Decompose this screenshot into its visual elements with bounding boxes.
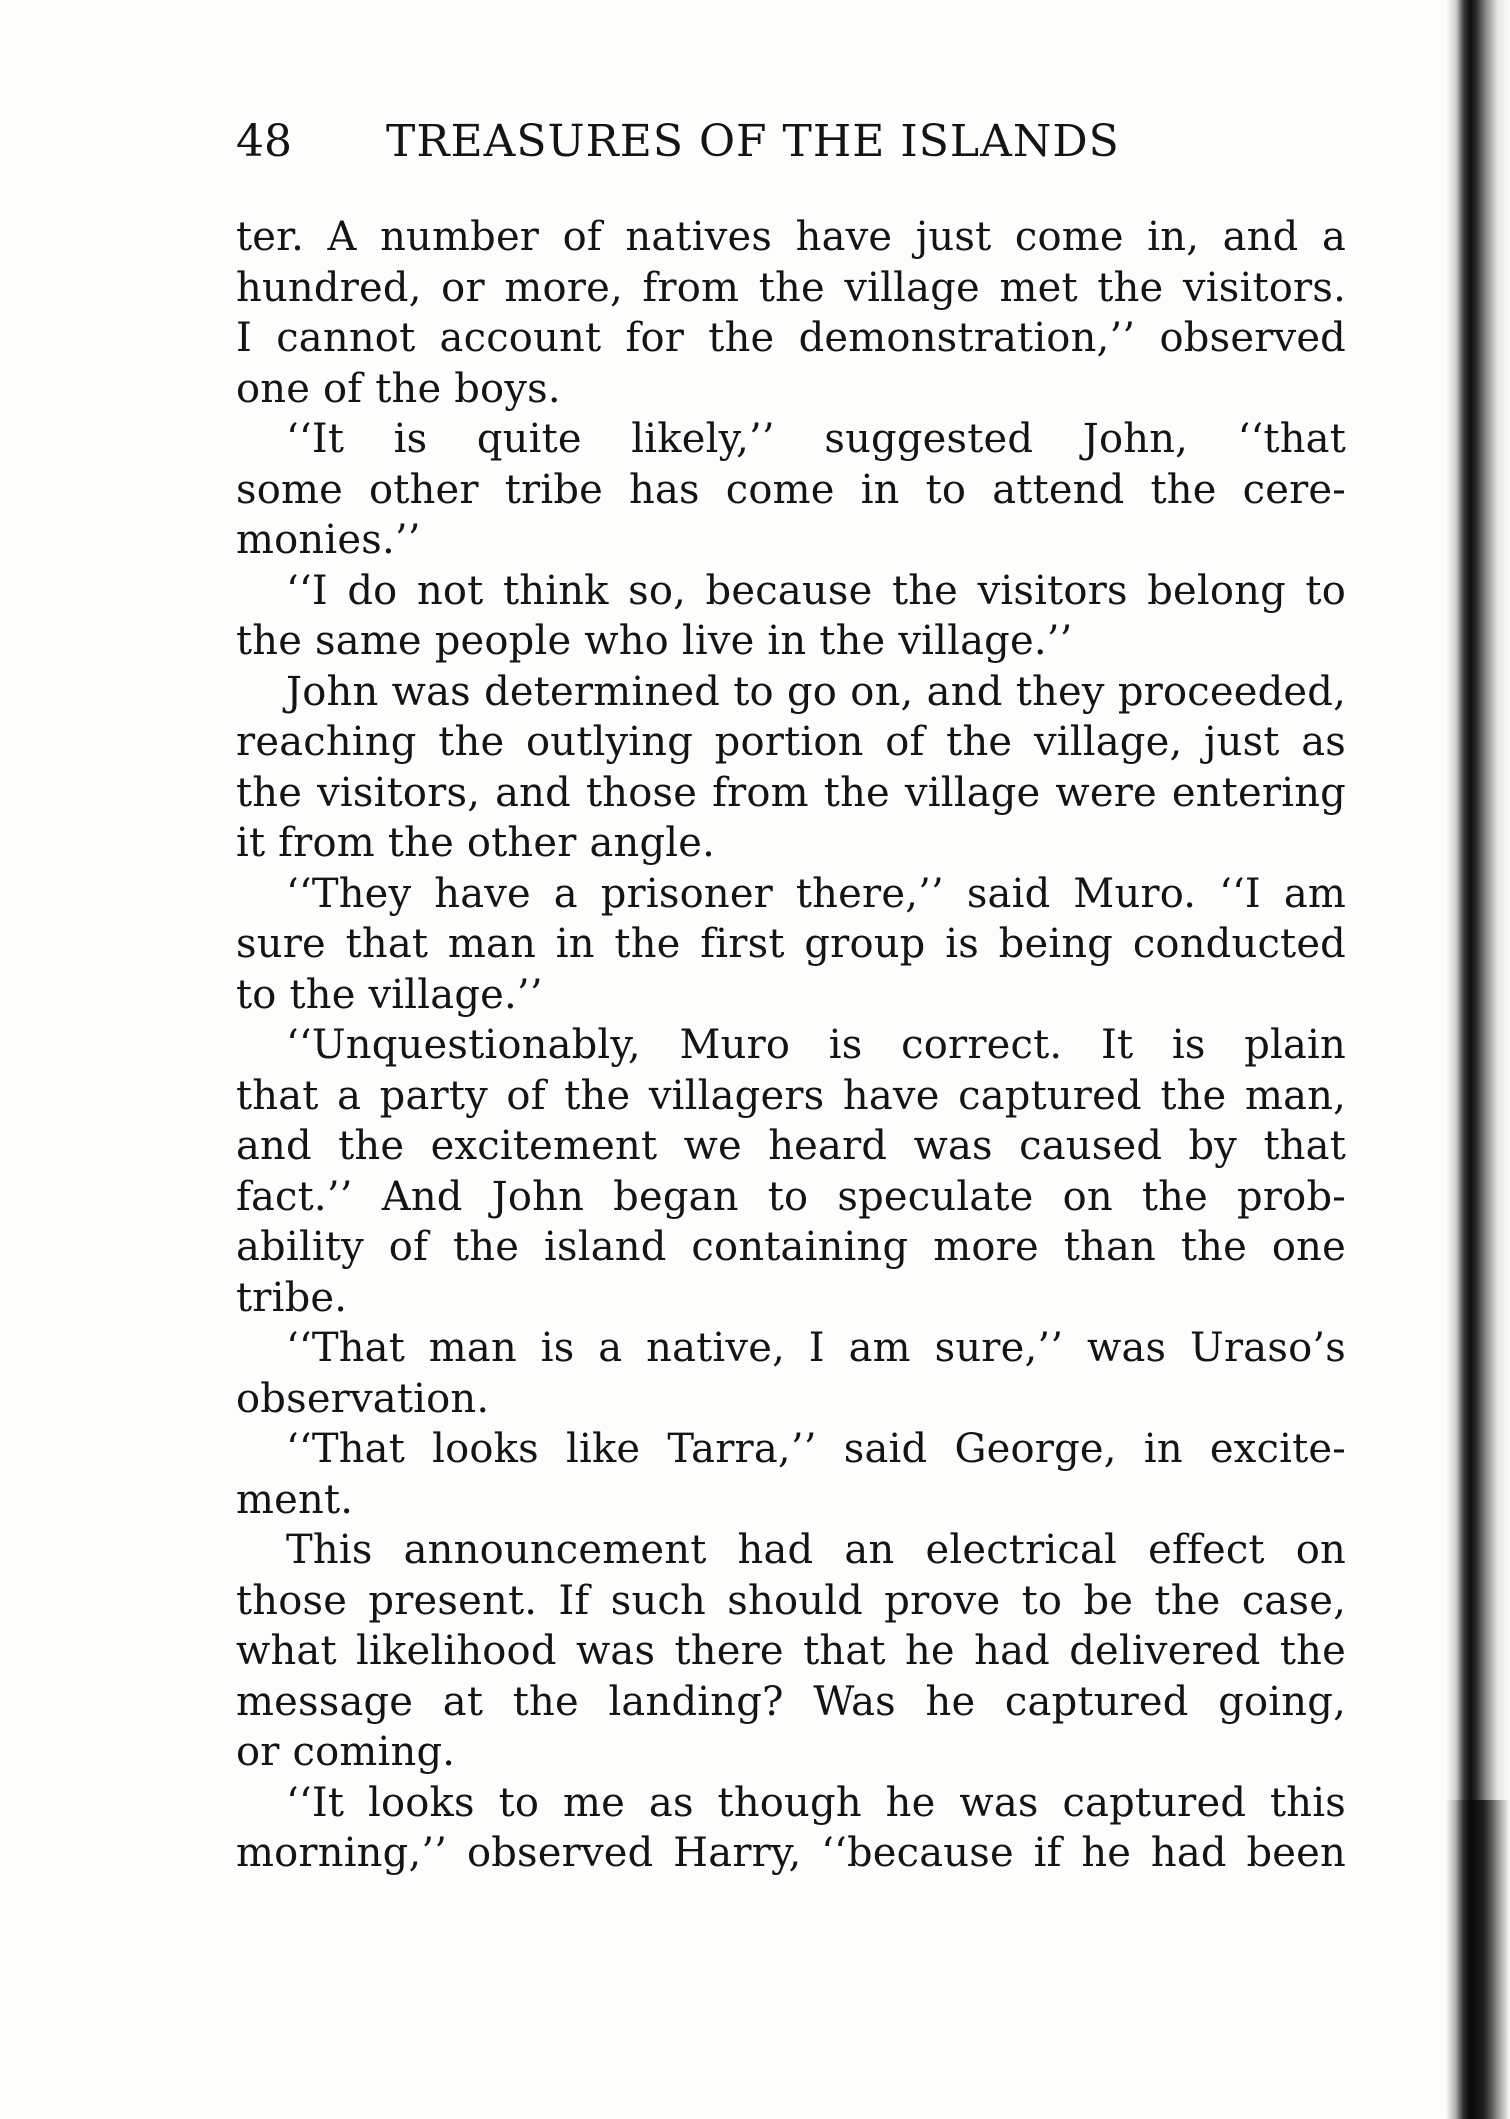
text-line: message at the landing? Was he captured going, (236, 1678, 1346, 1725)
page-number: 48 (236, 116, 292, 167)
text-line: ‘‘It is quite likely,’’ suggested John, ‘‘that (286, 416, 1346, 462)
text-line: ‘‘That looks like Tarra,’’ said George, in excite- (286, 1426, 1346, 1472)
text-line: it from the other angle. (236, 820, 716, 866)
text-line: sure that man in the first group is being conducted (236, 921, 1346, 967)
spine-shadow (1446, 1800, 1510, 2119)
text-line: the same people who live in the village.’’ (236, 618, 1073, 664)
text-line: morning,’’ observed Harry, ‘‘because if he had been (236, 1830, 1346, 1876)
text-line: ‘‘I do not think so, because the visitors belong to (286, 567, 1346, 614)
text-line: ‘‘That man is a native, I am sure,’’ was Uraso’s (286, 1325, 1346, 1371)
text-line: reaching the outlying portion of the village, just as (236, 719, 1346, 765)
text-line: fact.’’ And John began to speculate on the prob- (236, 1173, 1346, 1220)
text-line: and the excitement we heard was caused by that (236, 1123, 1346, 1169)
book-title: TREASURES OF THE ISLANDS (386, 116, 1120, 167)
text-line: John was determined to go on, and they proceeded, (286, 668, 1346, 715)
text-line: or coming. (236, 1729, 456, 1775)
text-line: tribe. (236, 1274, 348, 1321)
body-text (236, 212, 1346, 1879)
text-line: ‘‘Unquestionably, Muro is correct. It is plain (286, 1022, 1346, 1068)
text-line: one of the boys. (236, 365, 561, 412)
text-line: to the village.’’ (236, 971, 543, 1018)
text-line: what likelihood was there that he had delivered the (236, 1628, 1346, 1674)
text-line: ability of the island containing more than the one (236, 1224, 1346, 1270)
text-line: the visitors, and those from the village were entering (236, 769, 1346, 816)
text-line: some other tribe has come in to attend the cere- (236, 466, 1346, 513)
text-line: ment. (236, 1476, 354, 1523)
text-line: those present. If such should prove to be the case, (236, 1577, 1346, 1624)
text-line: hundred, or more, from the village met the visitors. (236, 264, 1346, 311)
running-head (236, 112, 1346, 172)
text-line: monies.’’ (236, 517, 421, 563)
text-line: This announcement had an electrical effect on (286, 1527, 1346, 1573)
text-line: observation. (236, 1375, 490, 1422)
text-line: that a party of the villagers have captured the man, (236, 1072, 1346, 1119)
text-line: ‘‘It looks to me as though he was captured this (286, 1779, 1346, 1826)
text-line: I cannot account for the demonstration,’’ observed (236, 315, 1346, 361)
text-line: ter. A number of natives have just come in, and a (236, 214, 1346, 260)
text-line: ‘‘They have a prisoner there,’’ said Muro. ‘‘I am (286, 870, 1346, 917)
